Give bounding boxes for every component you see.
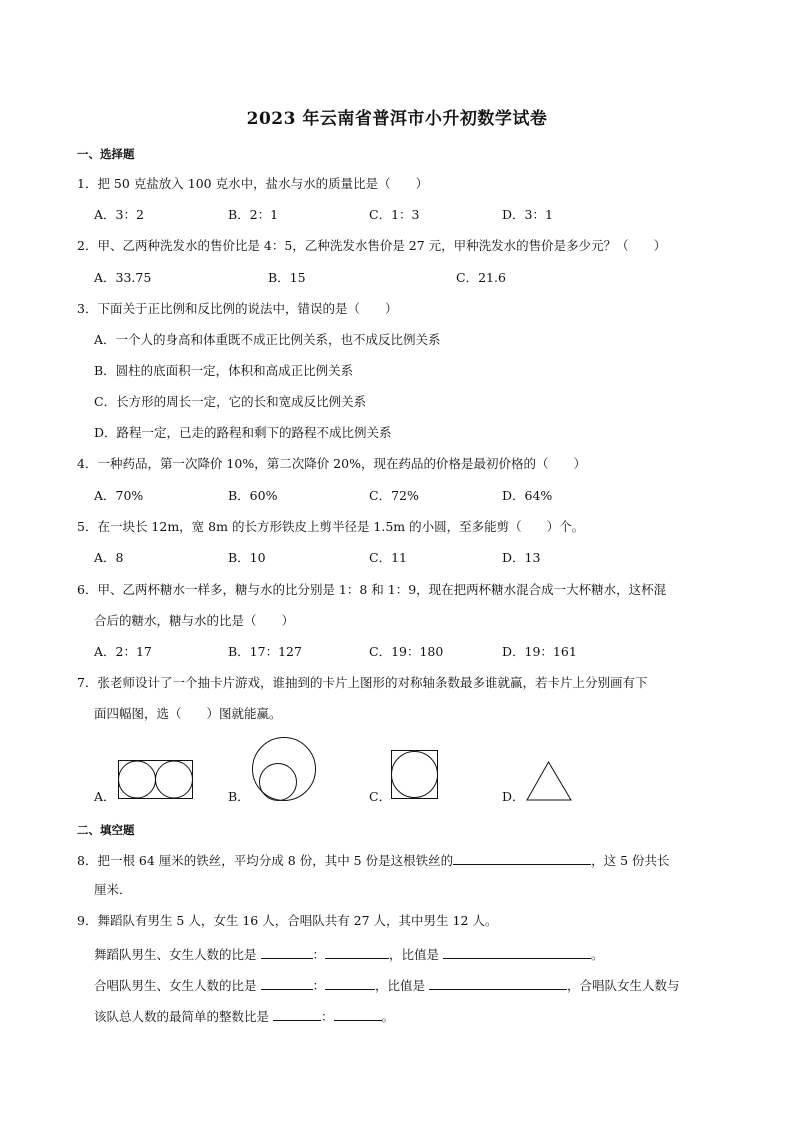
question-3: 3．下面关于正比例和反比例的说法中，错误的是（ ） (77, 301, 398, 316)
q9-colon: ： (312, 978, 326, 993)
q9-colon: ： (312, 947, 326, 962)
question-9-line-1: 9．舞蹈队有男生 5 人，女生 16 人，合唱队共有 27 人，其中男生 12 人。 (77, 913, 498, 928)
q9-simplest-ratio-label: 该队总人数的最简单的整数比是 (94, 1009, 270, 1024)
q2-option-c[interactable]: C．21.6 (456, 270, 506, 285)
q9-dance-girls-blank[interactable] (325, 945, 389, 959)
question-4: 4．一种药品，第一次降价 10%，第二次降价 20%，现在药品的价格是最初价格的（ ） (77, 456, 586, 471)
q2-option-b[interactable]: B．15 (268, 270, 306, 285)
q5-option-c[interactable]: C．11 (369, 550, 407, 565)
q3-option-b[interactable]: B．圆柱的底面积一定，体积和高成正比例关系 (94, 363, 354, 378)
question-8-line-1 (77, 851, 670, 869)
q6-option-c[interactable]: C．19：180 (369, 644, 444, 659)
q9-choir-ratio-label: 合唱队男生、女生人数的比是 (94, 978, 257, 993)
q3-option-c[interactable]: C．长方形的周长一定，它的长和宽成反比例关系 (94, 394, 367, 409)
q9-choir-girls-blank[interactable] (325, 976, 375, 990)
q1-option-a[interactable]: A．3：2 (94, 207, 144, 222)
section-heading-choice: 一、选择题 (77, 147, 135, 161)
question-7-line-1: 7．张老师设计了一个抽卡片游戏，谁抽到的卡片上图形的对称轴条数最多谁就赢，若卡片上分别画有下 (77, 675, 648, 690)
q9-dance-boys-blank[interactable] (261, 945, 313, 959)
q9-dance-value-blank[interactable] (443, 945, 591, 959)
q5-option-a[interactable]: A．8 (94, 550, 124, 565)
q9-dance-ratio-label: 舞蹈队男生、女生人数的比是 (94, 947, 257, 962)
q1-option-c[interactable]: C．1：3 (369, 207, 420, 222)
question-5: 5．在一块长 12m，宽 8m 的长方形铁皮上剪半径是 1.5m 的小圆，至多能剪（ ）个。 (77, 519, 585, 534)
q3-option-d[interactable]: D．路程一定，已走的路程和剩下的路程不成比例关系 (94, 425, 392, 440)
q9-dance-value-label: ，比值是 (389, 947, 440, 962)
question-1: 1．把 50 克盐放入 100 克水中，盐水与水的质量比是（ ） (77, 176, 429, 191)
q4-option-c[interactable]: C．72% (369, 488, 419, 503)
circle-in-square-figure (391, 750, 439, 800)
section-heading-fill-in: 二、填空题 (77, 823, 135, 837)
q7-option-b[interactable]: B． (228, 789, 250, 804)
q1-option-d[interactable]: D．3：1 (502, 207, 553, 222)
question-2: 2．甲、乙两种洗发水的售价比是 4：5，乙种洗发水售价是 27 元，甲种洗发水的售价是多少元？（ ） (77, 238, 667, 253)
q9-girls-ratio-blank[interactable] (273, 1007, 321, 1021)
page-title: 2023 年云南省普洱市小升初数学试卷 (246, 109, 548, 129)
q9-period: 。 (591, 947, 604, 962)
question-7-line-2: 面四幅图，选（ ）图就能赢。 (94, 706, 282, 721)
q7-option-a[interactable]: A． (94, 789, 116, 804)
question-6-line-1: 6．甲、乙两杯糖水一样多，糖与水的比分别是 1：8 和 1：9，现在把两杯糖水混合成一大杯糖水，这杯混 (77, 582, 667, 597)
q4-option-a[interactable]: A．70% (94, 488, 144, 503)
q9-total-ratio-blank[interactable] (334, 1007, 382, 1021)
q9-end-period: 。 (381, 1009, 395, 1024)
q3-option-a[interactable]: A．一个人的身高和体重既不成正比例关系，也不成反比例关系 (94, 332, 441, 347)
question-8-text-a: 8．把一根 64 厘米的铁丝，平均分成 8 份，其中 5 份是这根铁丝的 (77, 853, 454, 868)
question-8-text-b: ，这 5 份共长 (591, 853, 670, 868)
triangle-figure (526, 761, 572, 801)
q2-option-a[interactable]: A．33.75 (94, 270, 152, 285)
question-9-line-4 (94, 1007, 394, 1025)
q9-choir-value-blank[interactable] (429, 976, 567, 990)
question-9-line-2 (94, 945, 604, 963)
q7-option-d[interactable]: D． (502, 789, 525, 804)
q6-option-d[interactable]: D．19：161 (502, 644, 577, 659)
q9-colon: ： (321, 1009, 334, 1024)
nested-circles-figure (251, 737, 319, 803)
q7-option-c[interactable]: C． (369, 789, 392, 804)
question-8-line-2: 厘米． (94, 882, 132, 897)
q6-option-a[interactable]: A．2：17 (94, 644, 152, 659)
q4-option-d[interactable]: D．64% (502, 488, 553, 503)
q5-option-d[interactable]: D．13 (502, 550, 541, 565)
q8-fraction-blank[interactable] (453, 851, 591, 865)
q9-choir-value-label: ，比值是 (375, 978, 426, 993)
q6-option-b[interactable]: B．17：127 (228, 644, 302, 659)
q9-choir-girls-total-label: ，合唱队女生人数与 (567, 978, 680, 993)
q9-choir-boys-blank[interactable] (261, 976, 313, 990)
q1-option-b[interactable]: B．2：1 (228, 207, 279, 222)
q4-option-b[interactable]: B．60% (228, 488, 278, 503)
q5-option-b[interactable]: B．10 (228, 550, 266, 565)
two-circles-in-rectangle-figure (118, 760, 194, 800)
question-6-line-2: 合后的糖水，糖与水的比是（ ） (94, 613, 295, 628)
question-9-line-3 (94, 976, 680, 994)
